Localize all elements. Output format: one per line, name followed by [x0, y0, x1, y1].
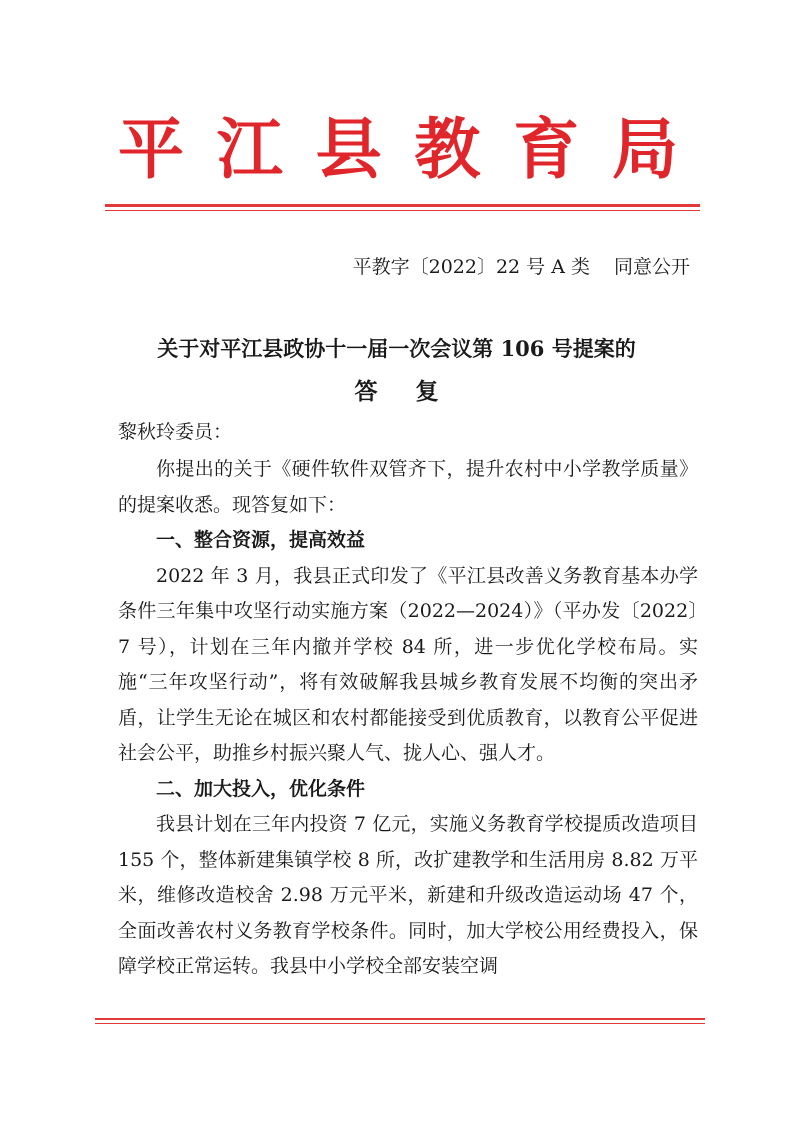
- header-divider-thick: [105, 204, 700, 207]
- section-paragraph-1: 2022 年 3 月，我县正式印发了《平江县改善义务教育基本办学条件三年集中攻坚行动实施方案（2022—2024）》（平办发〔2022〕7 号），计划在三年内撤并学校 84 所，进一步优化学校布局。实施“三年攻坚行动”，将有效破解我县城乡教育发展不均衡的突出矛盾，让学生无论在城区和农村都能接受到优质教育，以教育公平促进社会公平，助推乡村振兴聚人气、拢人心、强人才。: [118, 564, 698, 764]
- document-number-text: 平教字〔2022〕22 号 A 类: [352, 256, 590, 278]
- letterhead-char: 县: [315, 110, 382, 188]
- letterhead-char: 平: [118, 110, 184, 188]
- header-divider-thin: [105, 210, 700, 211]
- section-paragraph-2: 我县计划在三年内投资 7 亿元，实施义务教育学校提质改造项目 155 个，整体新建集镇学校 8 所，改扩建教学和生活用房 8.82 万平米，维修改造校舍 2.98 万元平米，新建和升级改造运动场 47 个，全面改善农村义务教育学校条件。同时，加大学校公用经费投入，保障学校正常运转。我县中小学校全部安装空调: [118, 813, 698, 977]
- letterhead-char: 局: [611, 110, 678, 188]
- publicity-status: 同意公开: [613, 256, 690, 278]
- document-title-line1: 关于对平江县政协十一届一次会议第 106 号提案的: [157, 336, 636, 361]
- document-title-line2: 答复: [354, 378, 477, 405]
- letterhead-char: 育: [513, 110, 580, 188]
- footer-divider-thick: [95, 1018, 705, 1020]
- salutation: 黎秋玲委员：: [118, 421, 233, 443]
- footer-divider-thin: [95, 1023, 705, 1024]
- intro-paragraph: 你提出的关于《硬件软件双管齐下，提升农村中小学教学质量》的提案收悉。现答复如下：: [118, 458, 698, 516]
- letterhead-char: 江: [216, 110, 283, 188]
- document-body: [118, 452, 698, 985]
- document-number: [353, 254, 690, 280]
- section-heading-1: 一、整合资源，提高效益: [156, 529, 366, 551]
- issuer-letterhead: [118, 104, 678, 194]
- section-heading-2: 二、加大投入，优化条件: [156, 777, 366, 800]
- letterhead-char: 教: [414, 110, 481, 188]
